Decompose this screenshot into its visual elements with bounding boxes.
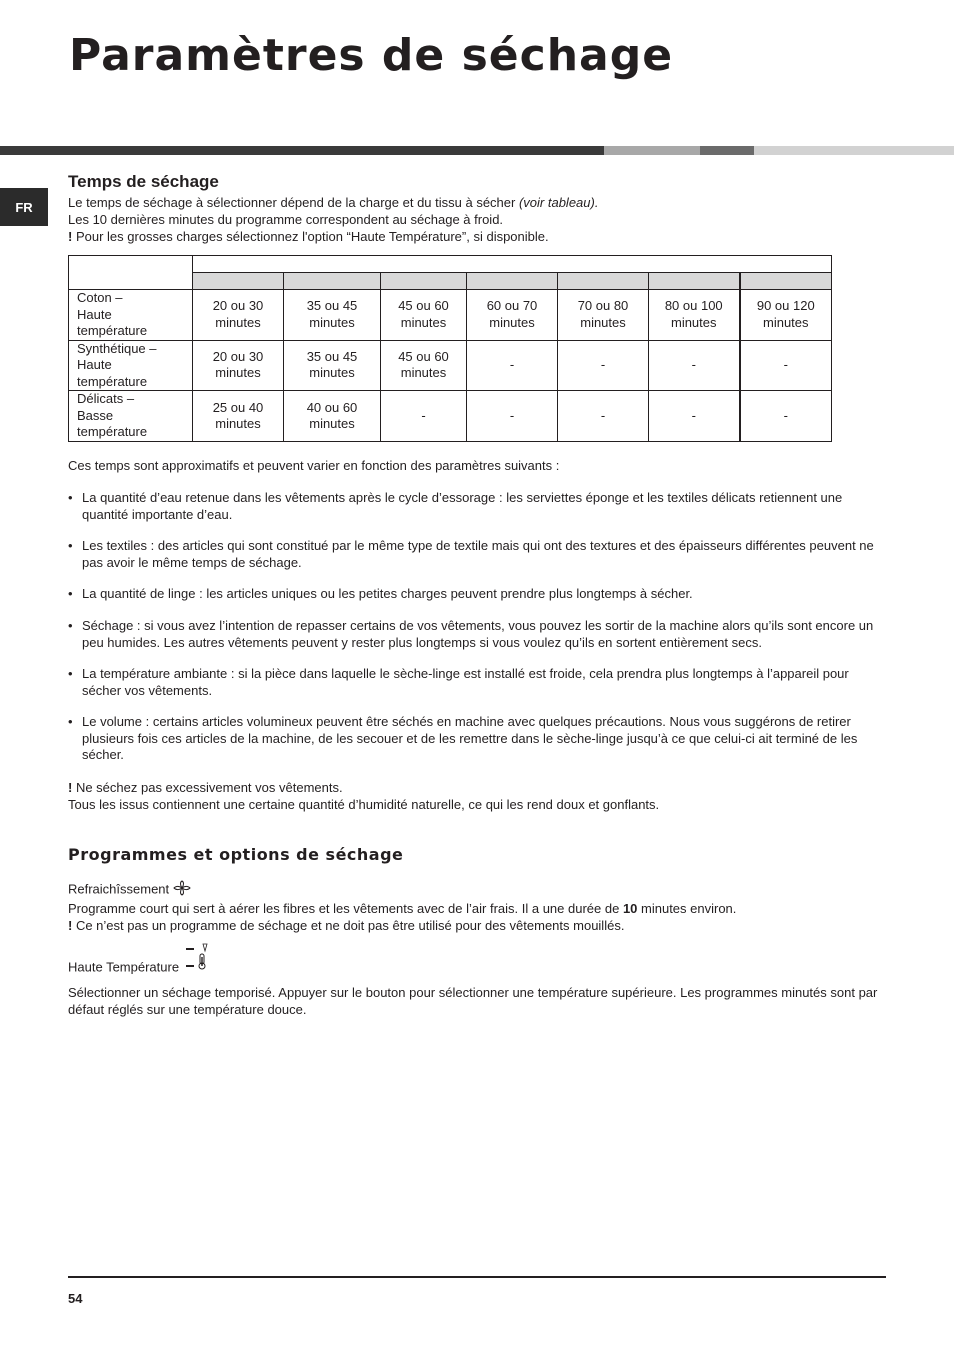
table-cell: - — [558, 391, 649, 442]
refresh-title — [68, 880, 888, 900]
table-cell: 60 ou 70 minutes — [467, 290, 558, 341]
list-item-text: Les textiles : des articles qui sont constitué par le même type de textile mais qui ont des textures et des épaisseurs différentes peuvent ne pas avoir le même temps de séchage. — [82, 538, 874, 570]
table-cell: 80 ou 100 minutes — [649, 290, 740, 341]
table-cell: - — [558, 340, 649, 391]
page-title: Paramètres de séchage — [69, 30, 674, 81]
header-rule-dark — [0, 146, 604, 155]
refresh-block — [68, 880, 888, 934]
list-item — [68, 538, 888, 571]
temps-line-2: Les 10 dernières minutes du programme correspondent au séchage à froid. — [68, 212, 504, 227]
drying-time-table — [68, 255, 832, 442]
table-row — [69, 340, 832, 391]
table-cell: - — [649, 340, 740, 391]
temps-line-3-text: Pour les grosses charges sélectionnez l'option “Haute Température”, si disponible. — [72, 229, 549, 244]
table-cell: - — [740, 391, 832, 442]
temps-line-1 — [68, 194, 888, 211]
table-subheader-cell — [558, 273, 649, 290]
list-item — [68, 666, 888, 699]
language-tab: FR — [0, 188, 48, 226]
row-label-line: température — [77, 424, 148, 440]
fan-icon — [173, 880, 191, 900]
refresh-desc-end: minutes environ. — [637, 901, 737, 916]
table-subheader-cell — [467, 273, 558, 290]
list-item-text: La température ambiante : si la pièce dans laquelle le sèche-linge est installé est froide, cela prendra plus longtemps à l’appareil pour sécher vos vêtements. — [82, 666, 849, 698]
temps-line-1-text: Le temps de séchage à sélectionner dépend de la charge et du tissu à sécher — [68, 195, 519, 210]
table-cell: 45 ou 60 minutes — [381, 340, 467, 391]
list-item-text: La quantité d’eau retenue dans les vêtements après le cycle d’essorage : les serviettes éponge et les textiles délicats retiennent une quantité importante d’eau. — [82, 490, 843, 522]
bullet-icon: • — [68, 714, 73, 729]
warning-text: Ne séchez pas excessivement vos vêtements. — [72, 780, 343, 795]
notes-intro: Ces temps sont approximatifs et peuvent varier en fonction des paramètres suivants : — [68, 458, 560, 473]
table-cell: 35 ou 45 minutes — [284, 340, 381, 391]
table-cell: 70 ou 80 minutes — [558, 290, 649, 341]
table-header-row — [69, 256, 832, 273]
closing-line: Tous les issus contiennent une certaine quantité d’humidité naturelle, ce qui les rend doux et gonflants. — [68, 797, 660, 812]
row-label-line: température — [77, 323, 148, 339]
table-cell: - — [381, 391, 467, 442]
list-item — [68, 586, 888, 603]
header-rule-mid — [604, 146, 700, 155]
refresh-desc-text: Programme court qui sert à aérer les fibres et les vêtements avec de l’air frais. Il a une durée de — [68, 901, 623, 916]
warning-mark: ! — [68, 780, 73, 795]
page-number: 54 — [68, 1291, 83, 1306]
bullet-icon: • — [68, 618, 73, 633]
haute-block — [68, 938, 888, 1018]
table-cell: 40 ou 60 minutes — [284, 391, 381, 442]
row-label-line: Synthétique – — [77, 340, 157, 356]
table-cell: 45 ou 60 minutes — [381, 290, 467, 341]
table-subheader-cell — [193, 273, 284, 290]
row-label-line: Basse — [77, 407, 114, 423]
table-cell: 20 ou 30 minutes — [193, 340, 284, 391]
temps-intro — [68, 194, 888, 245]
section-heading-programmes: Programmes et options de séchage — [68, 845, 404, 864]
table-row — [69, 391, 832, 442]
list-item-text: Séchage : si vous avez l’intention de repasser certains de vos vêtements, vous pouvez les sortir de la machine alors qu’ils sont encore un peu humides. Les autres vêtements peuvent y rester plus longtemps si vous voulez qu’ils en sortent entièrement secs. — [82, 618, 874, 650]
temps-line-1-italic: (voir tableau). — [518, 195, 599, 210]
haute-name: Haute Température — [68, 959, 180, 975]
refresh-warning-text: Ce n’est pas un programme de séchage et ne doit pas être utilisé pour des vêtements mouillés. — [72, 918, 625, 933]
table-cell: 35 ou 45 minutes — [284, 290, 381, 341]
header-rule-light — [754, 146, 954, 155]
refresh-warning — [68, 917, 888, 934]
table-row — [69, 290, 832, 341]
table-header-cell — [193, 256, 832, 273]
table-subheader-cell — [649, 273, 740, 290]
list-item-text: Le volume : certains articles volumineux peuvent être séchés en machine avec quelques précautions. Nous vous suggérons de retirer plusieurs fois ces articles de la machine, de les secouer et de les remettre dans le sèche-linge jusqu’à ce que celui-ci ait terminé de les sécher. — [82, 714, 858, 762]
refresh-desc — [68, 900, 888, 917]
section-heading-temps: Temps de séchage — [68, 172, 219, 191]
table-cell: 90 ou 120 minutes — [740, 290, 832, 341]
bullet-icon: • — [68, 666, 73, 681]
row-label-line: Haute — [77, 357, 112, 373]
table-cell: - — [467, 340, 558, 391]
table-subheader-cell — [740, 273, 832, 290]
row-label-line: Délicats – — [77, 391, 135, 407]
warning-mark: ! — [68, 229, 73, 244]
notes-warning — [68, 779, 888, 813]
refresh-duration: 10 — [622, 901, 638, 916]
table-cell: 25 ou 40 minutes — [193, 391, 284, 442]
warning-line — [68, 779, 888, 796]
list-item — [68, 714, 888, 764]
table-cell: 20 ou 30 minutes — [193, 290, 284, 341]
bullet-icon: • — [68, 490, 73, 505]
row-label-line: Coton – — [77, 290, 123, 306]
list-item — [68, 490, 888, 523]
row-label — [69, 340, 193, 391]
table-corner-cell — [69, 256, 193, 290]
haute-title — [68, 952, 888, 984]
table-cell: - — [467, 391, 558, 442]
bullet-icon: • — [68, 586, 73, 601]
row-label — [69, 391, 193, 442]
row-label-line: température — [77, 373, 148, 389]
warning-mark: ! — [68, 918, 73, 933]
bullet-icon: • — [68, 538, 73, 553]
temps-line-3 — [68, 228, 888, 245]
row-label-line: Haute — [77, 306, 112, 322]
table-subheader-cell — [381, 273, 467, 290]
row-label — [69, 290, 193, 341]
table-cell: - — [740, 340, 832, 391]
thermometer-icon — [183, 943, 211, 975]
table-subheader-cell — [284, 273, 381, 290]
footer-rule — [68, 1276, 886, 1278]
haute-desc: Sélectionner un séchage temporisé. Appuyer sur le bouton pour sélectionner une température supérieure. Les programmes minutés sont par défaut réglés sur une température douce. — [68, 985, 878, 1017]
table-cell: - — [649, 391, 740, 442]
header-rule-accent — [700, 146, 754, 155]
list-item-text: La quantité de linge : les articles uniques ou les petites charges peuvent prendre plus longtemps à sécher. — [82, 586, 693, 601]
refresh-name: Refraichîssement — [68, 881, 170, 897]
list-item — [68, 618, 888, 651]
